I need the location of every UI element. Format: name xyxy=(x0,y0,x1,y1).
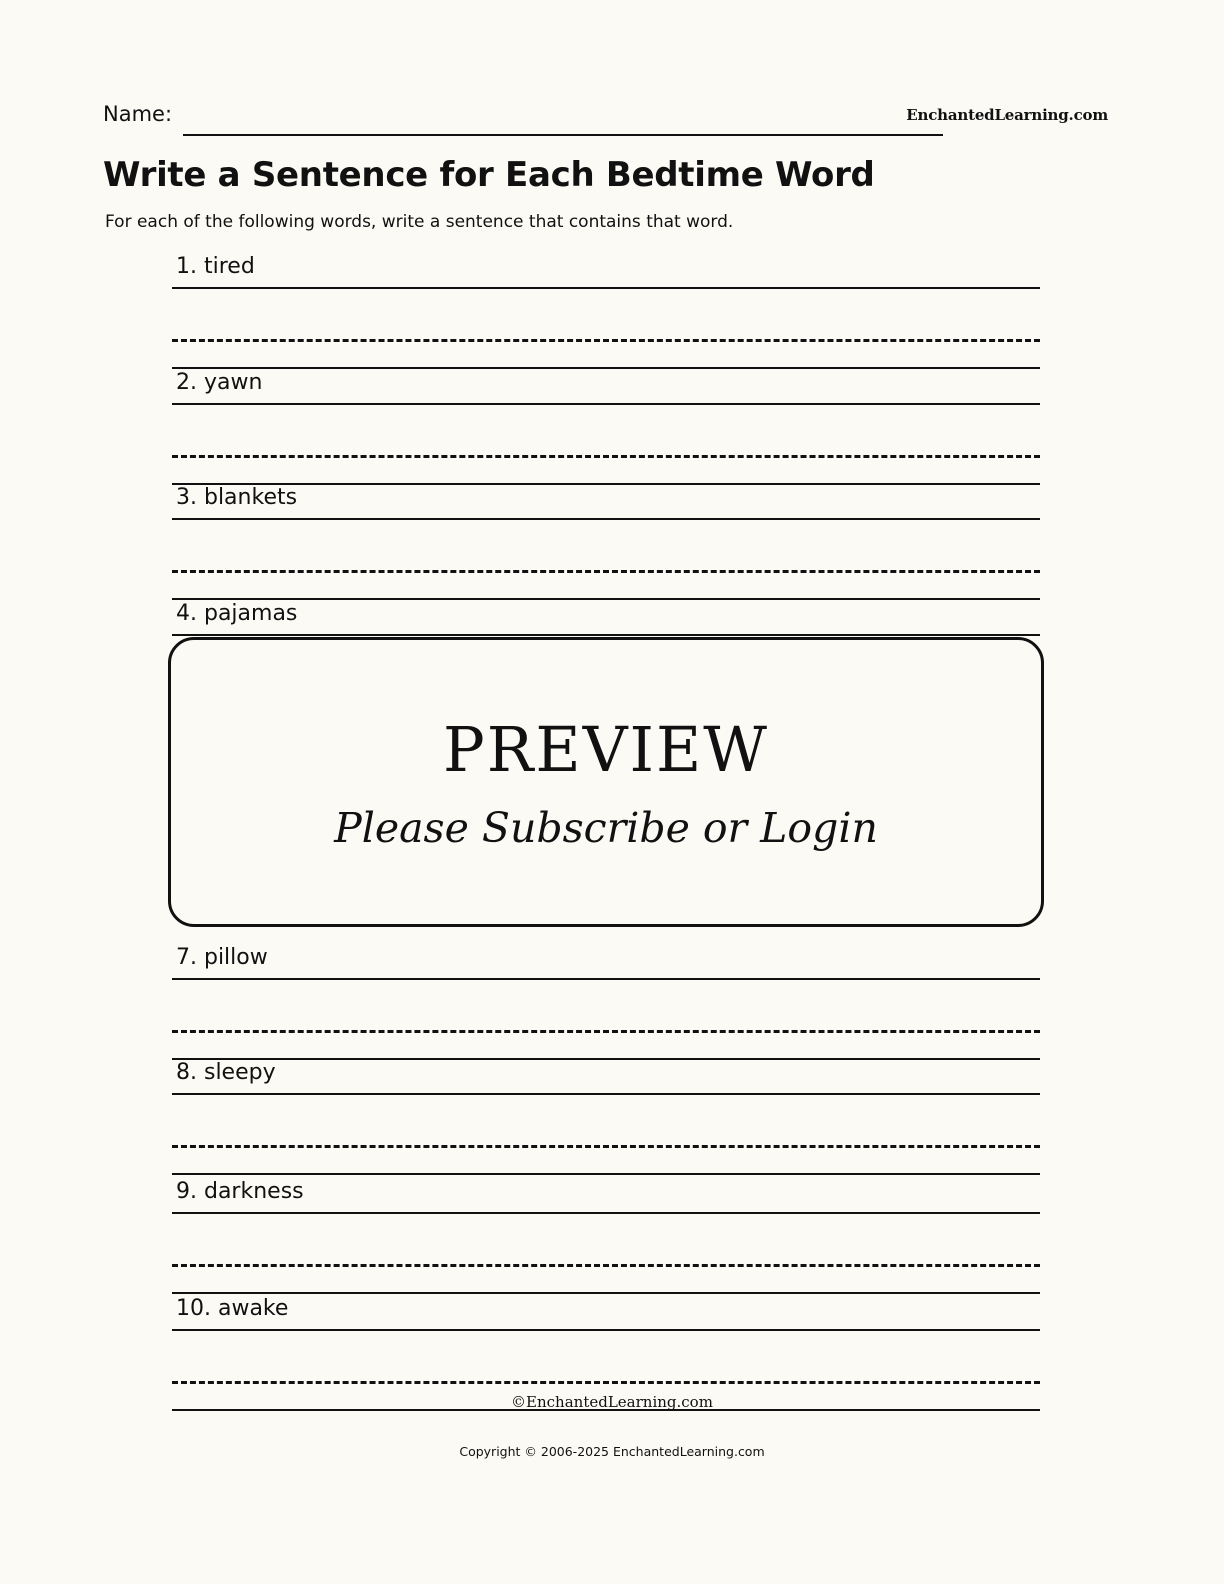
writing-line-dashed[interactable] xyxy=(172,455,1040,458)
item-word: 1. tired xyxy=(176,254,255,279)
preview-subscribe-prompt[interactable]: Please Subscribe or Login xyxy=(334,803,878,852)
worksheet-item-9 xyxy=(172,1179,1040,1293)
item-word: 7. pillow xyxy=(176,945,268,970)
worksheet-item-3 xyxy=(172,485,1040,599)
writing-line-solid[interactable] xyxy=(172,598,1040,600)
writing-line-dashed[interactable] xyxy=(172,1264,1040,1267)
writing-line-dashed[interactable] xyxy=(172,339,1040,342)
site-brand: EnchantedLearning.com xyxy=(906,106,1108,124)
instructions-text: For each of the following words, write a sentence that contains that word. xyxy=(105,212,734,232)
writing-line-solid[interactable] xyxy=(172,1093,1040,1095)
writing-line-solid[interactable] xyxy=(172,1212,1040,1214)
name-input-line[interactable] xyxy=(183,134,943,136)
page-title: Write a Sentence for Each Bedtime Word xyxy=(103,155,875,195)
worksheet-header xyxy=(103,100,1108,140)
writing-line-dashed[interactable] xyxy=(172,1381,1040,1384)
worksheet-item-2 xyxy=(172,370,1040,484)
item-word: 10. awake xyxy=(176,1296,289,1321)
worksheet-item-7 xyxy=(172,945,1040,1059)
writing-line-solid[interactable] xyxy=(172,367,1040,369)
writing-line-solid[interactable] xyxy=(172,518,1040,520)
writing-line-solid[interactable] xyxy=(172,1329,1040,1331)
worksheet-item-8 xyxy=(172,1060,1040,1174)
writing-line-dashed[interactable] xyxy=(172,1030,1040,1033)
writing-line-solid[interactable] xyxy=(172,403,1040,405)
name-label: Name: xyxy=(103,102,173,126)
preview-overlay xyxy=(168,637,1044,927)
preview-title: PREVIEW xyxy=(443,712,769,786)
writing-line-solid[interactable] xyxy=(172,1292,1040,1294)
footer-copyright: Copyright © 2006-2025 EnchantedLearning.com xyxy=(459,1444,765,1459)
item-word: 9. darkness xyxy=(176,1179,304,1204)
footer-brand: ©EnchantedLearning.com xyxy=(511,1393,713,1411)
writing-line-dashed[interactable] xyxy=(172,570,1040,573)
worksheet-item-1 xyxy=(172,254,1040,368)
item-word: 4. pajamas xyxy=(176,601,298,626)
writing-line-solid[interactable] xyxy=(172,1173,1040,1175)
writing-line-solid[interactable] xyxy=(172,634,1040,636)
item-word: 8. sleepy xyxy=(176,1060,276,1085)
writing-line-dashed[interactable] xyxy=(172,1145,1040,1148)
writing-line-solid[interactable] xyxy=(172,287,1040,289)
writing-line-solid[interactable] xyxy=(172,978,1040,980)
item-word: 3. blankets xyxy=(176,485,298,510)
item-word: 2. yawn xyxy=(176,370,263,395)
